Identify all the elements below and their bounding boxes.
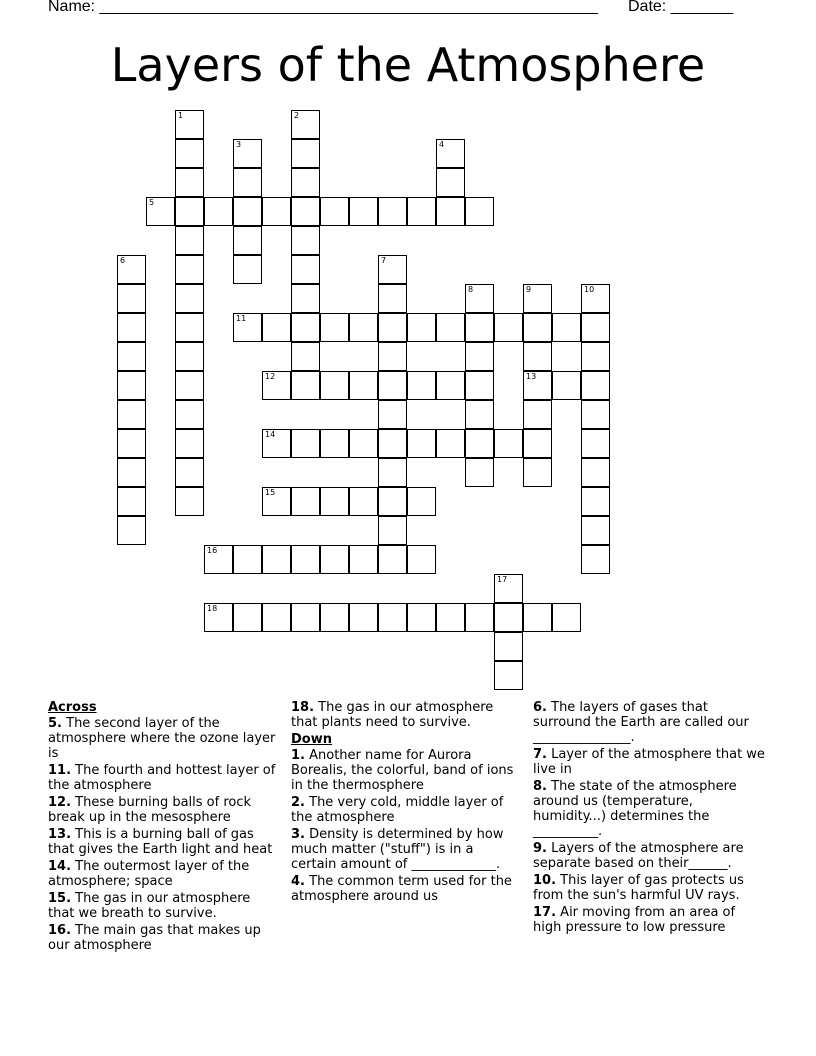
- down-clue: [533, 905, 765, 935]
- crossword-cell[interactable]: [349, 545, 378, 574]
- crossword-cell[interactable]: [494, 574, 523, 603]
- crossword-cell[interactable]: [523, 458, 552, 487]
- crossword-cell[interactable]: [378, 284, 407, 313]
- crossword-cell[interactable]: [117, 487, 146, 516]
- clue-text: The layers of gases that surround the Earth are called our _______________.: [533, 700, 749, 745]
- crossword-cell[interactable]: [436, 429, 465, 458]
- crossword-cell[interactable]: [291, 429, 320, 458]
- crossword-cell[interactable]: [436, 139, 465, 168]
- crossword-cell[interactable]: [320, 371, 349, 400]
- clue-number: 3: [236, 140, 242, 149]
- crossword-cell[interactable]: [291, 110, 320, 139]
- crossword-cell[interactable]: [378, 458, 407, 487]
- crossword-cell[interactable]: [552, 603, 581, 632]
- crossword-cell[interactable]: [175, 342, 204, 371]
- crossword-cell[interactable]: [378, 429, 407, 458]
- down-clue: [533, 700, 765, 745]
- clue-number: 10.: [533, 873, 557, 888]
- across-heading: Across: [48, 700, 97, 715]
- crossword-cell[interactable]: [204, 197, 233, 226]
- down-clue: [533, 779, 765, 839]
- crossword-cell[interactable]: [465, 400, 494, 429]
- crossword-cell[interactable]: [378, 603, 407, 632]
- crossword-cell[interactable]: [262, 429, 291, 458]
- clue-text: Density is determined by how much matter ("stuff") is in a certain amount of _____________.: [291, 827, 504, 872]
- crossword-cell[interactable]: [117, 342, 146, 371]
- clue-text: The fourth and hottest layer of the atmosphere: [48, 763, 276, 793]
- crossword-cell[interactable]: [523, 603, 552, 632]
- crossword-cell[interactable]: [581, 371, 610, 400]
- name-field-label: Name: ________________________________________________________: [48, 0, 598, 15]
- clue-number: 8.: [533, 779, 547, 794]
- clue-number: 11: [236, 314, 247, 323]
- crossword-cell[interactable]: [320, 429, 349, 458]
- crossword-cell[interactable]: [175, 168, 204, 197]
- across-clue: [48, 891, 280, 921]
- crossword-cell[interactable]: [581, 487, 610, 516]
- clue-text: The second layer of the atmosphere where the ozone layer is: [48, 716, 276, 761]
- crossword-cell[interactable]: [291, 342, 320, 371]
- crossword-cell[interactable]: [349, 429, 378, 458]
- crossword-cell[interactable]: [175, 197, 204, 226]
- crossword-cell[interactable]: [436, 168, 465, 197]
- crossword-cell[interactable]: [581, 545, 610, 574]
- clue-text: The main gas that makes up our atmosphere: [48, 923, 261, 953]
- crossword-cell[interactable]: [117, 400, 146, 429]
- crossword-cell[interactable]: [523, 400, 552, 429]
- crossword-cell[interactable]: [494, 632, 523, 661]
- crossword-cell[interactable]: [146, 197, 175, 226]
- crossword-cell[interactable]: [233, 197, 262, 226]
- across-clue: [48, 763, 280, 793]
- clue-text: Layer of the atmosphere that we live in: [533, 747, 765, 777]
- crossword-cell[interactable]: [262, 371, 291, 400]
- clue-text: Air moving from an area of high pressure to low pressure: [533, 905, 736, 935]
- clue-number: 1.: [291, 748, 305, 763]
- crossword-cell[interactable]: [291, 487, 320, 516]
- crossword-cell[interactable]: [175, 458, 204, 487]
- clue-text: The gas in our atmosphere that we breath to survive.: [48, 891, 251, 921]
- clue-number: 10: [584, 285, 595, 294]
- crossword-cell[interactable]: [175, 255, 204, 284]
- clue-number: 13: [526, 372, 537, 381]
- crossword-cell[interactable]: [349, 371, 378, 400]
- crossword-cell[interactable]: [233, 168, 262, 197]
- clue-text: These burning balls of rock break up in the mesosphere: [48, 795, 252, 825]
- clue-number: 17.: [533, 905, 557, 920]
- crossword-cell[interactable]: [436, 197, 465, 226]
- crossword-cell[interactable]: [233, 545, 262, 574]
- clue-number: 5.: [48, 716, 62, 731]
- crossword-cell[interactable]: [262, 197, 291, 226]
- crossword-cell[interactable]: [436, 603, 465, 632]
- crossword-cell[interactable]: [407, 603, 436, 632]
- clue-text: Layers of the atmosphere are separate based on their______.: [533, 841, 744, 871]
- clue-number: 17: [497, 575, 508, 584]
- crossword-cell[interactable]: [349, 313, 378, 342]
- crossword-cell[interactable]: [581, 458, 610, 487]
- crossword-cell[interactable]: [291, 168, 320, 197]
- crossword-cell[interactable]: [175, 313, 204, 342]
- across-clue: [291, 700, 523, 730]
- crossword-cell[interactable]: [262, 603, 291, 632]
- crossword-cell[interactable]: [262, 313, 291, 342]
- crossword-cell[interactable]: [436, 313, 465, 342]
- clue-number: 14: [265, 430, 276, 439]
- crossword-cell[interactable]: [291, 313, 320, 342]
- crossword-cell[interactable]: [581, 429, 610, 458]
- crossword-cell[interactable]: [233, 139, 262, 168]
- clue-number: 7.: [533, 747, 547, 762]
- crossword-cell[interactable]: [581, 516, 610, 545]
- clue-number: 12: [265, 372, 276, 381]
- crossword-cell[interactable]: [175, 284, 204, 313]
- clue-number: 8: [468, 285, 474, 294]
- crossword-cell[interactable]: [117, 429, 146, 458]
- crossword-cell[interactable]: [552, 371, 581, 400]
- crossword-cell[interactable]: [175, 226, 204, 255]
- crossword-cell[interactable]: [117, 284, 146, 313]
- down-clue: [533, 873, 765, 903]
- down-clue: [533, 747, 765, 777]
- across-clue: [48, 923, 280, 953]
- crossword-cell[interactable]: [465, 458, 494, 487]
- down-heading: Down: [291, 732, 332, 747]
- crossword-cell[interactable]: [291, 197, 320, 226]
- clue-number: 11.: [48, 763, 72, 778]
- clue-number: 5: [149, 198, 155, 207]
- crossword-cell[interactable]: [117, 255, 146, 284]
- crossword-cell[interactable]: [320, 545, 349, 574]
- clue-number: 12.: [48, 795, 72, 810]
- crossword-cell[interactable]: [291, 603, 320, 632]
- crossword-cell[interactable]: [175, 400, 204, 429]
- crossword-cell[interactable]: [320, 487, 349, 516]
- clue-text: The common term used for the atmosphere around us: [291, 874, 512, 904]
- crossword-cell[interactable]: [436, 371, 465, 400]
- clue-number: 1: [178, 111, 184, 120]
- crossword-cell[interactable]: [262, 545, 291, 574]
- crossword-cell[interactable]: [581, 400, 610, 429]
- crossword-cell[interactable]: [117, 371, 146, 400]
- clue-number: 15: [265, 488, 276, 497]
- clue-number: 9: [526, 285, 532, 294]
- crossword-cell[interactable]: [552, 313, 581, 342]
- crossword-cell[interactable]: [407, 371, 436, 400]
- clue-number: 9.: [533, 841, 547, 856]
- crossword-cell[interactable]: [407, 429, 436, 458]
- down-clue: [291, 748, 523, 793]
- crossword-cell[interactable]: [291, 371, 320, 400]
- clues-column-1: [48, 700, 280, 955]
- crossword-cell[interactable]: [233, 313, 262, 342]
- crossword-cell[interactable]: [378, 342, 407, 371]
- crossword-cell[interactable]: [117, 313, 146, 342]
- crossword-cell[interactable]: [378, 516, 407, 545]
- crossword-cell[interactable]: [233, 255, 262, 284]
- clues-column-3: [533, 700, 765, 937]
- down-clue: [533, 841, 765, 871]
- clue-text: The gas in our atmosphere that plants need to survive.: [291, 700, 494, 730]
- clue-text: This layer of gas protects us from the sun's harmful UV rays.: [533, 873, 744, 903]
- down-clue: [291, 874, 523, 904]
- clue-number: 6: [120, 256, 126, 265]
- clue-number: 13.: [48, 827, 72, 842]
- crossword-cell[interactable]: [117, 458, 146, 487]
- clue-number: 16.: [48, 923, 72, 938]
- clue-text: The state of the atmosphere around us (temperature, humidity...) determines the __________.: [533, 779, 737, 839]
- crossword-cell[interactable]: [407, 313, 436, 342]
- crossword-cell[interactable]: [523, 342, 552, 371]
- crossword-cell[interactable]: [204, 603, 233, 632]
- crossword-cell[interactable]: [465, 342, 494, 371]
- crossword-cell[interactable]: [291, 255, 320, 284]
- crossword-cell[interactable]: [320, 603, 349, 632]
- across-clue: [48, 827, 280, 857]
- date-field-label: Date: _______: [628, 0, 733, 15]
- crossword-cell[interactable]: [175, 139, 204, 168]
- down-clue: [291, 827, 523, 872]
- clue-text: This is a burning ball of gas that gives the Earth light and heat: [48, 827, 273, 857]
- clue-number: 16: [207, 546, 218, 555]
- crossword-cell[interactable]: [407, 487, 436, 516]
- crossword-cell[interactable]: [378, 371, 407, 400]
- crossword-cell[interactable]: [407, 545, 436, 574]
- crossword-cell[interactable]: [581, 284, 610, 313]
- across-clue: [48, 795, 280, 825]
- crossword-cell[interactable]: [349, 197, 378, 226]
- crossword-cell[interactable]: [233, 226, 262, 255]
- crossword-cell[interactable]: [378, 313, 407, 342]
- clue-number: 2.: [291, 795, 305, 810]
- crossword-cell[interactable]: [494, 313, 523, 342]
- crossword-cell[interactable]: [378, 400, 407, 429]
- crossword-cell[interactable]: [117, 516, 146, 545]
- clue-number: 18.: [291, 700, 315, 715]
- crossword-cell[interactable]: [349, 487, 378, 516]
- crossword-cell[interactable]: [175, 429, 204, 458]
- crossword-cell[interactable]: [494, 661, 523, 690]
- crossword-cell[interactable]: [378, 255, 407, 284]
- clue-number: 14.: [48, 859, 72, 874]
- crossword-cell[interactable]: [320, 313, 349, 342]
- crossword-cell[interactable]: [291, 284, 320, 313]
- clue-number: 18: [207, 604, 218, 613]
- crossword-cell[interactable]: [378, 545, 407, 574]
- crossword-cell[interactable]: [494, 603, 523, 632]
- crossword-cell[interactable]: [523, 284, 552, 313]
- crossword-cell[interactable]: [465, 284, 494, 313]
- crossword-cell[interactable]: [378, 487, 407, 516]
- crossword-cell[interactable]: [291, 545, 320, 574]
- crossword-cell[interactable]: [523, 429, 552, 458]
- clue-number: 3.: [291, 827, 305, 842]
- clue-number: 2: [294, 111, 300, 120]
- crossword-cell[interactable]: [204, 545, 233, 574]
- clue-number: 7: [381, 256, 387, 265]
- crossword-cell[interactable]: [465, 429, 494, 458]
- crossword-cell[interactable]: [465, 197, 494, 226]
- crossword-cell[interactable]: [233, 603, 262, 632]
- clue-number: 4: [439, 140, 445, 149]
- down-clue: [291, 795, 523, 825]
- crossword-cell[interactable]: [465, 371, 494, 400]
- across-clue: [48, 859, 280, 889]
- crossword-cell[interactable]: [349, 603, 378, 632]
- crossword-cell[interactable]: [175, 487, 204, 516]
- crossword-cell[interactable]: [523, 313, 552, 342]
- clue-text: The very cold, middle layer of the atmosphere: [291, 795, 504, 825]
- crossword-cell[interactable]: [407, 197, 436, 226]
- page-title: Layers of the Atmosphere: [110, 38, 706, 92]
- crossword-cell[interactable]: [465, 313, 494, 342]
- crossword-cell[interactable]: [581, 313, 610, 342]
- crossword-cell[interactable]: [291, 139, 320, 168]
- clue-text: Another name for Aurora Borealis, the colorful, band of ions in the thermosphere: [291, 748, 514, 793]
- across-clue: [48, 716, 280, 761]
- crossword-cell[interactable]: [320, 197, 349, 226]
- crossword-cell[interactable]: [262, 487, 291, 516]
- crossword-cell[interactable]: [494, 429, 523, 458]
- crossword-cell[interactable]: [175, 371, 204, 400]
- crossword-cell[interactable]: [465, 603, 494, 632]
- crossword-cell[interactable]: [378, 197, 407, 226]
- crossword-cell[interactable]: [291, 226, 320, 255]
- clue-number: 6.: [533, 700, 547, 715]
- clues-column-2: [291, 700, 523, 906]
- clue-number: 15.: [48, 891, 72, 906]
- clue-text: The outermost layer of the atmosphere; space: [48, 859, 250, 889]
- crossword-cell[interactable]: [581, 342, 610, 371]
- crossword-cell[interactable]: [175, 110, 204, 139]
- clue-number: 4.: [291, 874, 305, 889]
- crossword-cell[interactable]: [523, 371, 552, 400]
